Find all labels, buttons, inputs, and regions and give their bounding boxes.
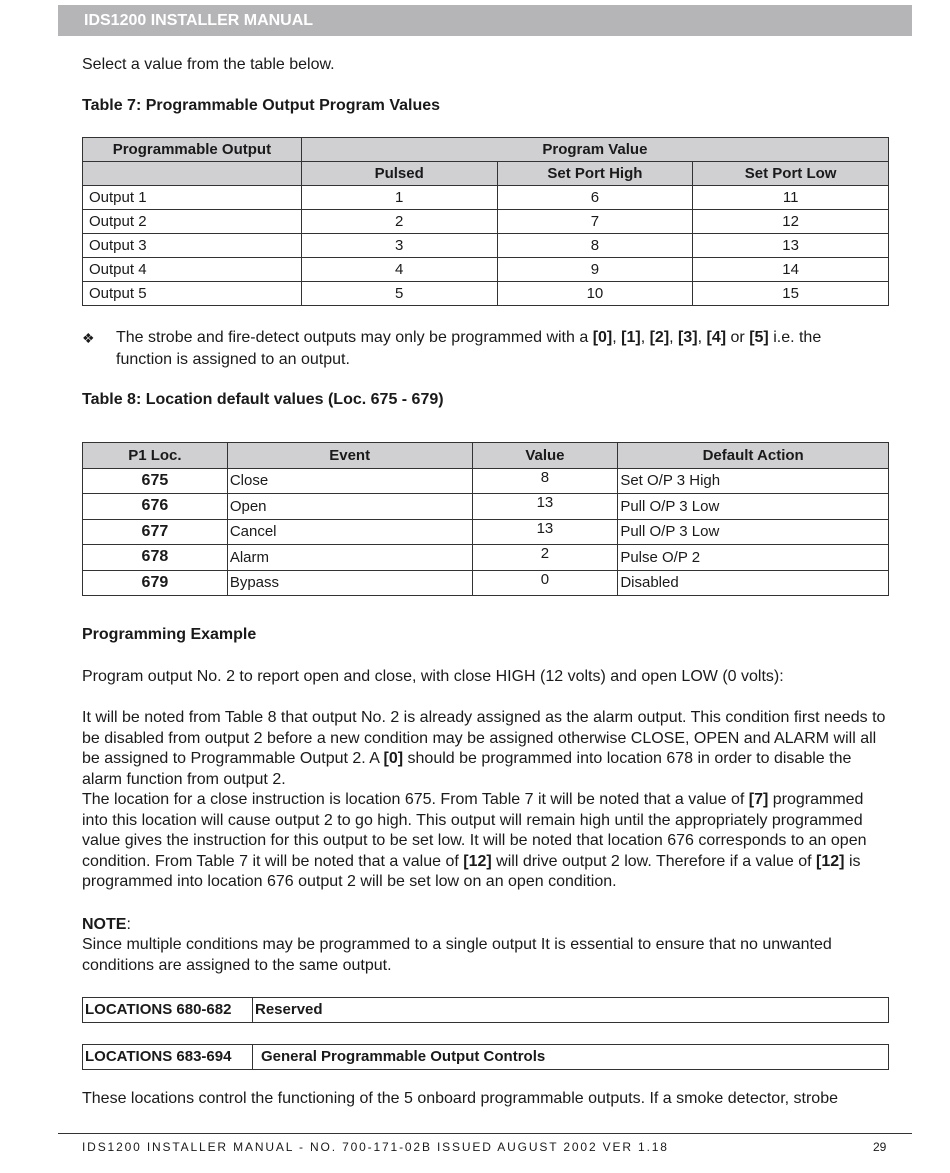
header-pulsed: Pulsed xyxy=(301,162,497,186)
table-row xyxy=(83,494,889,520)
table-row xyxy=(83,186,889,210)
cell-loc: 678 xyxy=(83,545,228,571)
cell-value: 0 xyxy=(472,570,618,596)
locations-683-694-label: LOCATIONS 683-694 xyxy=(83,1045,253,1069)
table-header-row xyxy=(83,443,889,469)
locations-683-694-value: General Programmable Output Controls xyxy=(261,1048,546,1065)
cell-action: Pulse O/P 2 xyxy=(618,545,889,571)
cell-action: Pull O/P 3 Low xyxy=(618,494,889,520)
header-programmable-output: Programmable Output xyxy=(83,138,302,162)
cell-high: 8 xyxy=(497,234,693,258)
cell-value: 13 xyxy=(472,519,618,545)
cell-action: Pull O/P 3 Low xyxy=(618,519,889,545)
table-row xyxy=(83,468,889,494)
cell-loc: 679 xyxy=(83,570,228,596)
example-paragraph-2: The location for a close instruction is location 675. From Table 7 it will be noted that a value of [7] programmed into this location will cause output 2 to go high. This output will remain high until the appropriately programmed value gives the instruction for this output to be set low. It will be noted that location 676 corresponds to an open condition. From Table 7 it will be noted that a value of [12] will drive output 2 low. Therefore if a value of [12] is programmed into location 676 output 2 will be set low on an open condition. xyxy=(82,791,867,890)
intro-text: Select a value from the table below. xyxy=(82,56,335,73)
header-value: Value xyxy=(472,443,618,469)
closing-text: These locations control the functioning of the 5 onboard programmable outputs. If a smoke detector, strobe xyxy=(82,1090,838,1107)
cell-pulsed: 2 xyxy=(301,210,497,234)
table7 xyxy=(82,137,889,306)
table8 xyxy=(82,442,889,596)
locations-680-682-value: Reserved xyxy=(255,1001,323,1018)
cell-value: 13 xyxy=(472,494,618,520)
header-program-value: Program Value xyxy=(301,138,888,162)
footer-text: IDS1200 INSTALLER MANUAL - NO. 700-171-02B ISSUED AUGUST 2002 VER 1.18 xyxy=(82,1140,669,1154)
cell-value: 2 xyxy=(472,545,618,571)
page-number: 29 xyxy=(873,1140,887,1154)
strobe-note xyxy=(82,327,882,371)
table-row xyxy=(83,210,889,234)
cell-action: Disabled xyxy=(618,570,889,596)
cell-pulsed: 3 xyxy=(301,234,497,258)
cell-low: 13 xyxy=(693,234,889,258)
locations-680-682 xyxy=(82,997,889,1023)
cell-low: 12 xyxy=(693,210,889,234)
cell-output: Output 1 xyxy=(83,186,302,210)
table-row xyxy=(83,234,889,258)
page-header: IDS1200 INSTALLER MANUAL xyxy=(58,5,912,36)
table-header-row xyxy=(83,138,889,162)
cell-event: Bypass xyxy=(227,570,472,596)
header-blank xyxy=(83,162,302,186)
cell-high: 6 xyxy=(497,186,693,210)
locations-680-682-label: LOCATIONS 680-682 xyxy=(83,998,253,1022)
example-intro: Program output No. 2 to report open and close, with close HIGH (12 volts) and open LOW (0 volts): xyxy=(82,668,784,685)
diamond-bullet-icon: ❖ xyxy=(82,330,95,346)
note-text: Since multiple conditions may be programmed to a single output It is essential to ensure that no unwanted conditions are assigned to the same output. xyxy=(82,936,832,974)
example-paragraph-1: It will be noted from Table 8 that output No. 2 is already assigned as the alarm output. This condition first needs to be disabled from output 2 before a new condition may be assigned otherwise CLOSE, OPEN and ALARM will all be assigned to Programmable Output 2. A [0] should be programmed into location 678 in order to disable the alarm function from output 2. xyxy=(82,709,886,788)
cell-action: Set O/P 3 High xyxy=(618,468,889,494)
table-row xyxy=(83,282,889,306)
note-label: NOTE: xyxy=(82,916,131,933)
cell-event: Alarm xyxy=(227,545,472,571)
footer-divider xyxy=(58,1133,912,1134)
table-row xyxy=(83,519,889,545)
cell-pulsed: 1 xyxy=(301,186,497,210)
header-default-action: Default Action xyxy=(618,443,889,469)
cell-low: 15 xyxy=(693,282,889,306)
programming-example-heading: Programming Example xyxy=(82,626,257,643)
header-set-port-high: Set Port High xyxy=(497,162,693,186)
table-subheader-row xyxy=(83,162,889,186)
cell-high: 9 xyxy=(497,258,693,282)
cell-pulsed: 5 xyxy=(301,282,497,306)
table-row xyxy=(83,545,889,571)
cell-output: Output 3 xyxy=(83,234,302,258)
table-row xyxy=(83,258,889,282)
cell-low: 14 xyxy=(693,258,889,282)
cell-pulsed: 4 xyxy=(301,258,497,282)
strobe-note-text: The strobe and fire-detect outputs may only be programmed with a [0], [1], [2], [3], [4] or [5] i.e. the function is assigned to an output. xyxy=(116,329,822,368)
header-event: Event xyxy=(227,443,472,469)
cell-loc: 676 xyxy=(83,494,228,520)
cell-loc: 675 xyxy=(83,468,228,494)
cell-output: Output 5 xyxy=(83,282,302,306)
locations-683-694 xyxy=(82,1044,889,1070)
cell-high: 7 xyxy=(497,210,693,234)
table7-caption: Table 7: Programmable Output Program Values xyxy=(82,97,441,114)
header-p1-loc: P1 Loc. xyxy=(83,443,228,469)
cell-event: Cancel xyxy=(227,519,472,545)
cell-loc: 677 xyxy=(83,519,228,545)
cell-high: 10 xyxy=(497,282,693,306)
cell-event: Close xyxy=(227,468,472,494)
table-row xyxy=(83,570,889,596)
cell-output: Output 4 xyxy=(83,258,302,282)
table8-caption: Table 8: Location default values (Loc. 675 - 679) xyxy=(82,391,444,408)
header-set-port-low: Set Port Low xyxy=(693,162,889,186)
cell-event: Open xyxy=(227,494,472,520)
cell-value: 8 xyxy=(472,468,618,494)
cell-low: 11 xyxy=(693,186,889,210)
cell-output: Output 2 xyxy=(83,210,302,234)
